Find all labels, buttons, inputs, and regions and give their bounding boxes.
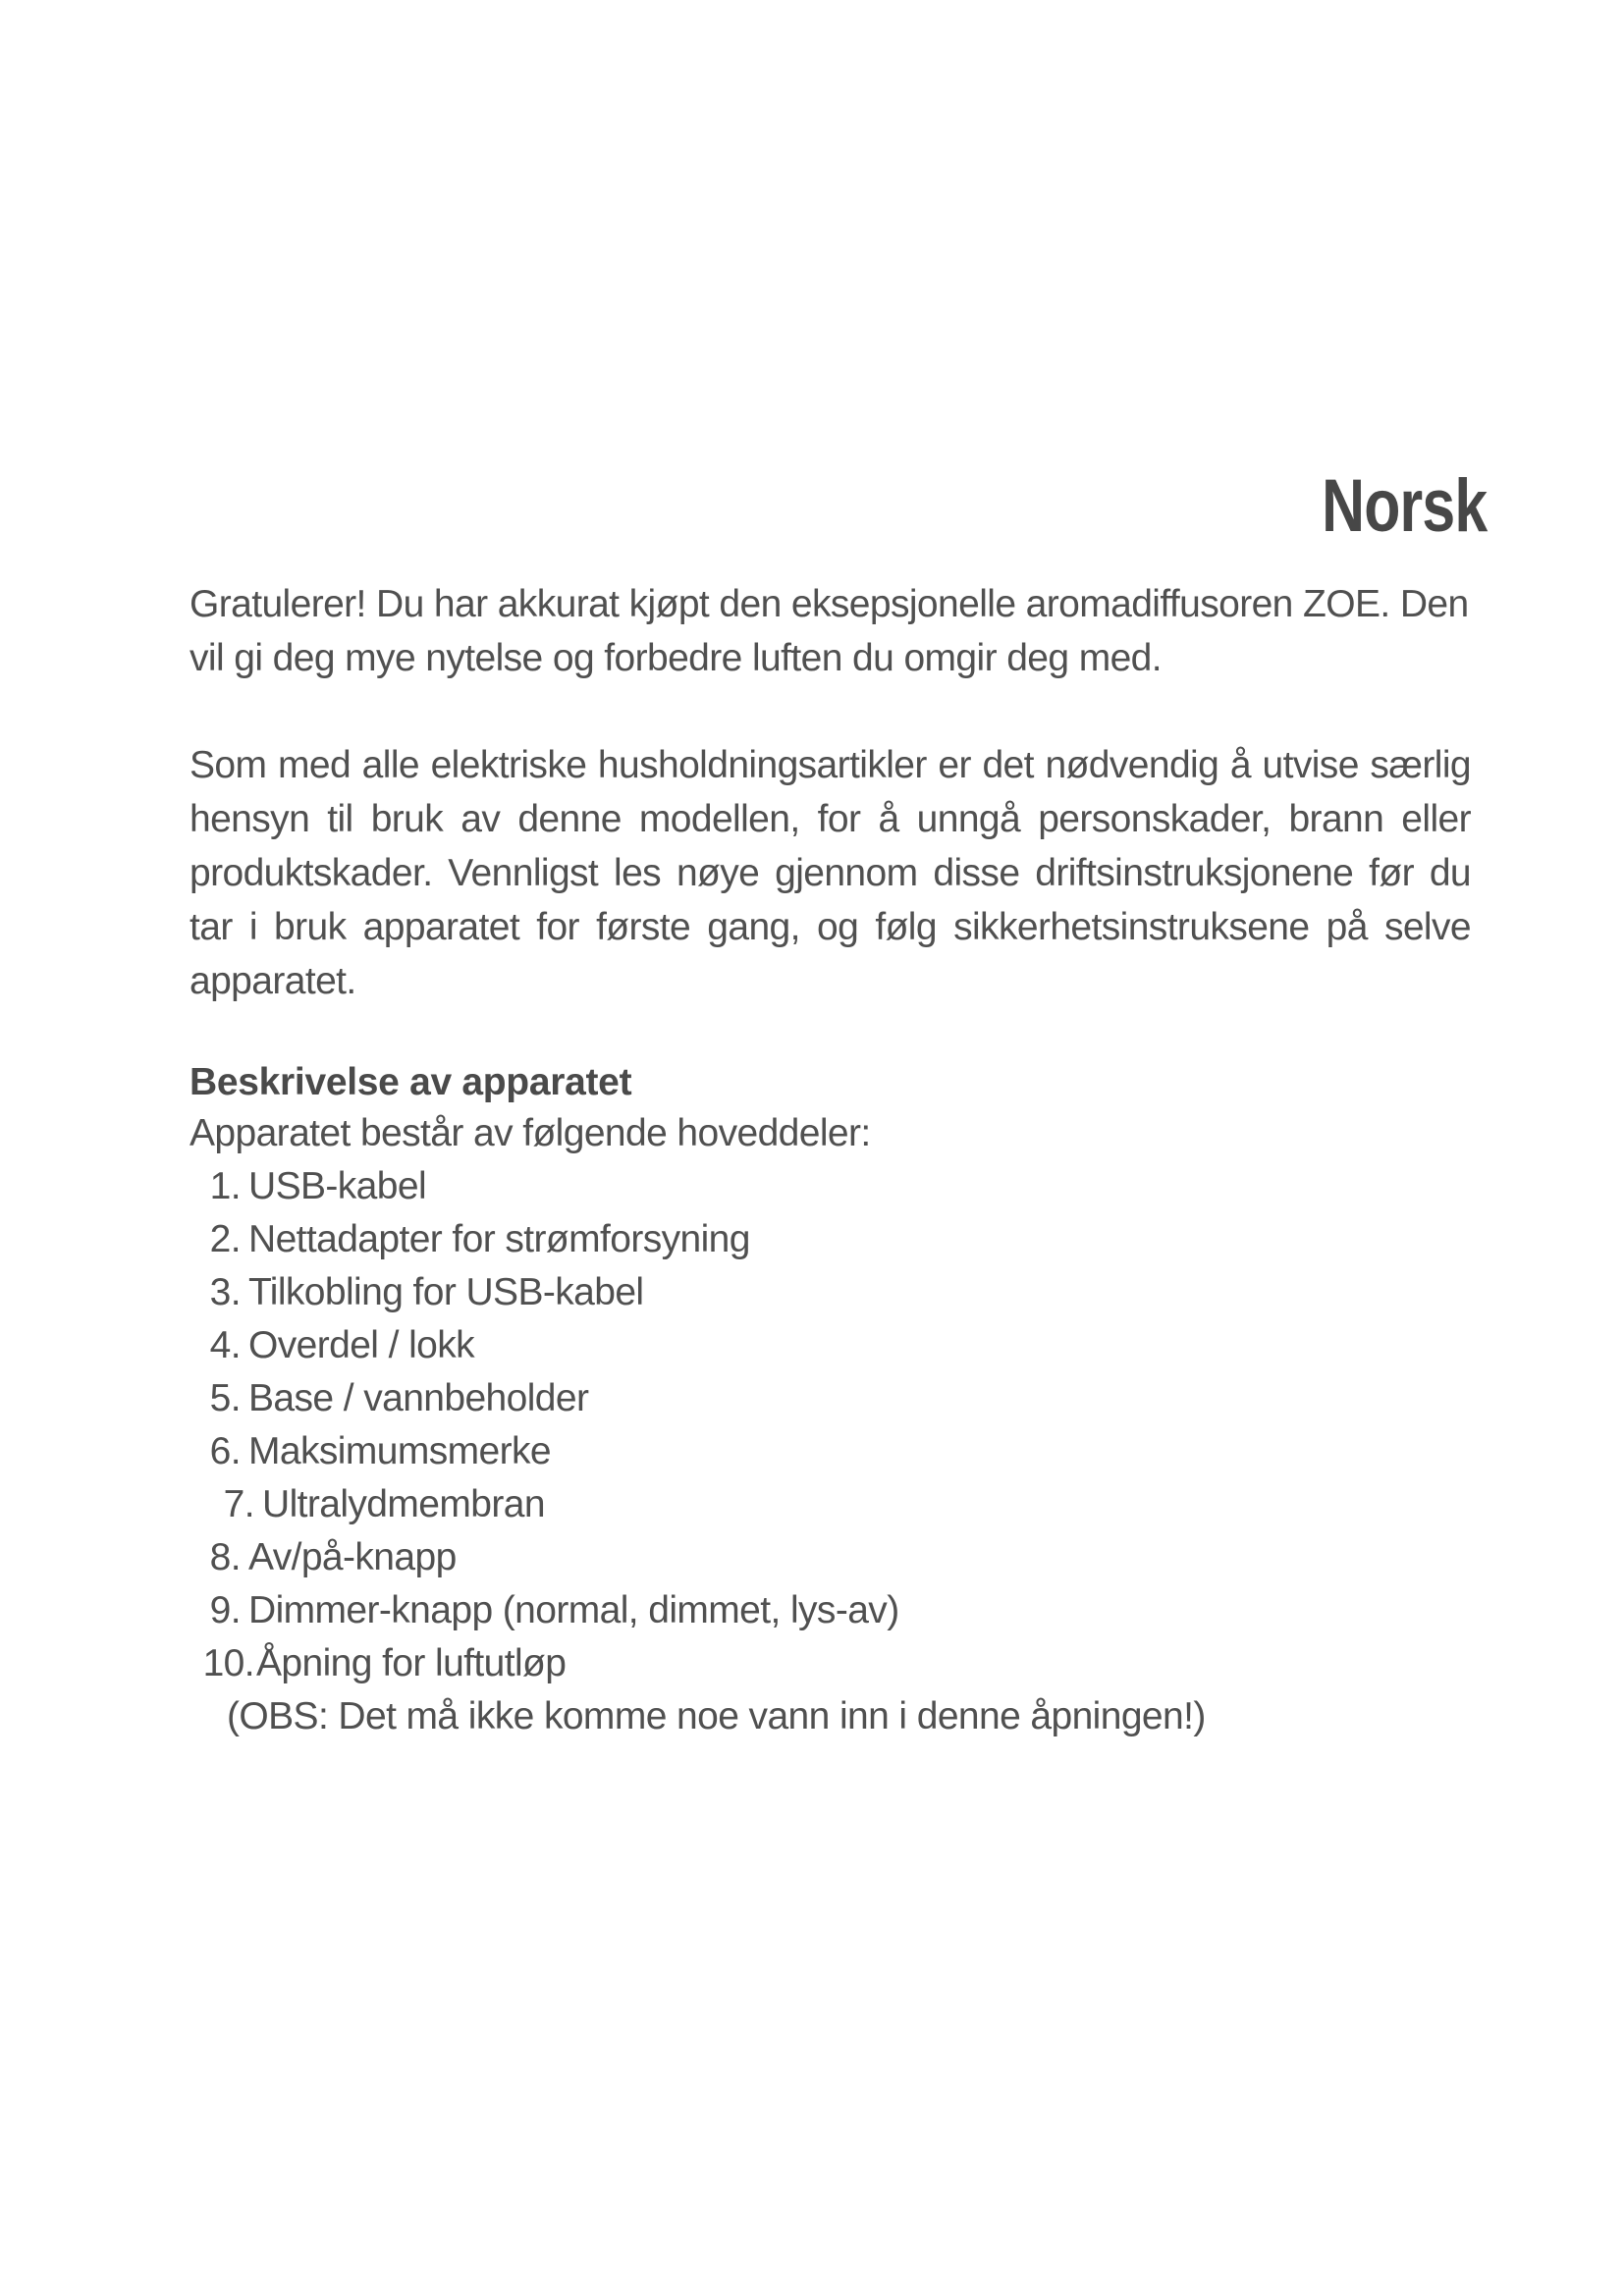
page-title: Norsk xyxy=(1321,464,1487,548)
safety-paragraph: Som med alle elektriske husholdningsartikler er det nødvendig å utvise særlig hensyn til bruk av denne modellen, for å unngå personskader, brann eller produktskader. Vennligst les nøye gjennom disse driftsinstruksjonene før du tar i bruk apparatet for første gang, og følg sikkerhetsinstruksene på selve apparatet. xyxy=(189,744,1471,1002)
list-item-label: Tilkobling for USB-kabel xyxy=(248,1271,644,1313)
intro-paragraph: Gratulerer! Du har akkurat kjøpt den eksepsjonelle aromadiffusoren ZOE. Den vil gi deg mye nytelse og forbedre luften du omgir deg med. xyxy=(189,583,1469,679)
list-item-label: USB-kabel xyxy=(248,1165,427,1207)
list-item xyxy=(189,1425,1471,1478)
list-item-number: 1. xyxy=(209,1165,241,1207)
list-item-number: 6. xyxy=(209,1430,241,1472)
list-item-label: Ultralydmembran xyxy=(262,1483,545,1525)
list-item xyxy=(189,1266,1471,1319)
list-item-number: 8. xyxy=(209,1536,241,1578)
list-item-label: Av/på-knapp xyxy=(248,1536,457,1578)
warning-note: (OBS: Det må ikke komme noe vann inn i denne åpningen!) xyxy=(227,1695,1206,1737)
document-body xyxy=(189,577,1471,1743)
list-item xyxy=(189,1319,1471,1372)
list-item-number: 10. xyxy=(202,1642,254,1684)
list-item xyxy=(189,1372,1471,1425)
list-item-label: Åpning for luftutløp xyxy=(256,1642,567,1684)
list-item-label: Dimmer-knapp (normal, dimmet, lys-av) xyxy=(248,1589,899,1631)
list-item-number: 2. xyxy=(209,1218,241,1260)
list-item xyxy=(189,1478,1471,1531)
section-intro: Apparatet består av følgende hoveddeler: xyxy=(189,1112,871,1154)
list-item-label: Overdel / lokk xyxy=(248,1324,475,1366)
section-heading: Beskrivelse av apparatet xyxy=(189,1061,632,1103)
list-item-number: 9. xyxy=(209,1589,241,1631)
list-item xyxy=(189,1213,1471,1266)
list-item-number: 4. xyxy=(209,1324,241,1366)
list-item xyxy=(189,1584,1471,1637)
parts-list xyxy=(189,1160,1471,1690)
list-item-label: Nettadapter for strømforsyning xyxy=(248,1218,750,1260)
list-item xyxy=(189,1160,1471,1213)
list-item xyxy=(189,1637,1471,1690)
list-item-label: Maksimumsmerke xyxy=(248,1430,551,1472)
list-item-number: 3. xyxy=(209,1271,241,1313)
list-item-number: 5. xyxy=(209,1377,241,1419)
list-item xyxy=(189,1531,1471,1584)
list-item-label: Base / vannbeholder xyxy=(248,1377,589,1419)
list-item-number: 7. xyxy=(223,1483,254,1525)
